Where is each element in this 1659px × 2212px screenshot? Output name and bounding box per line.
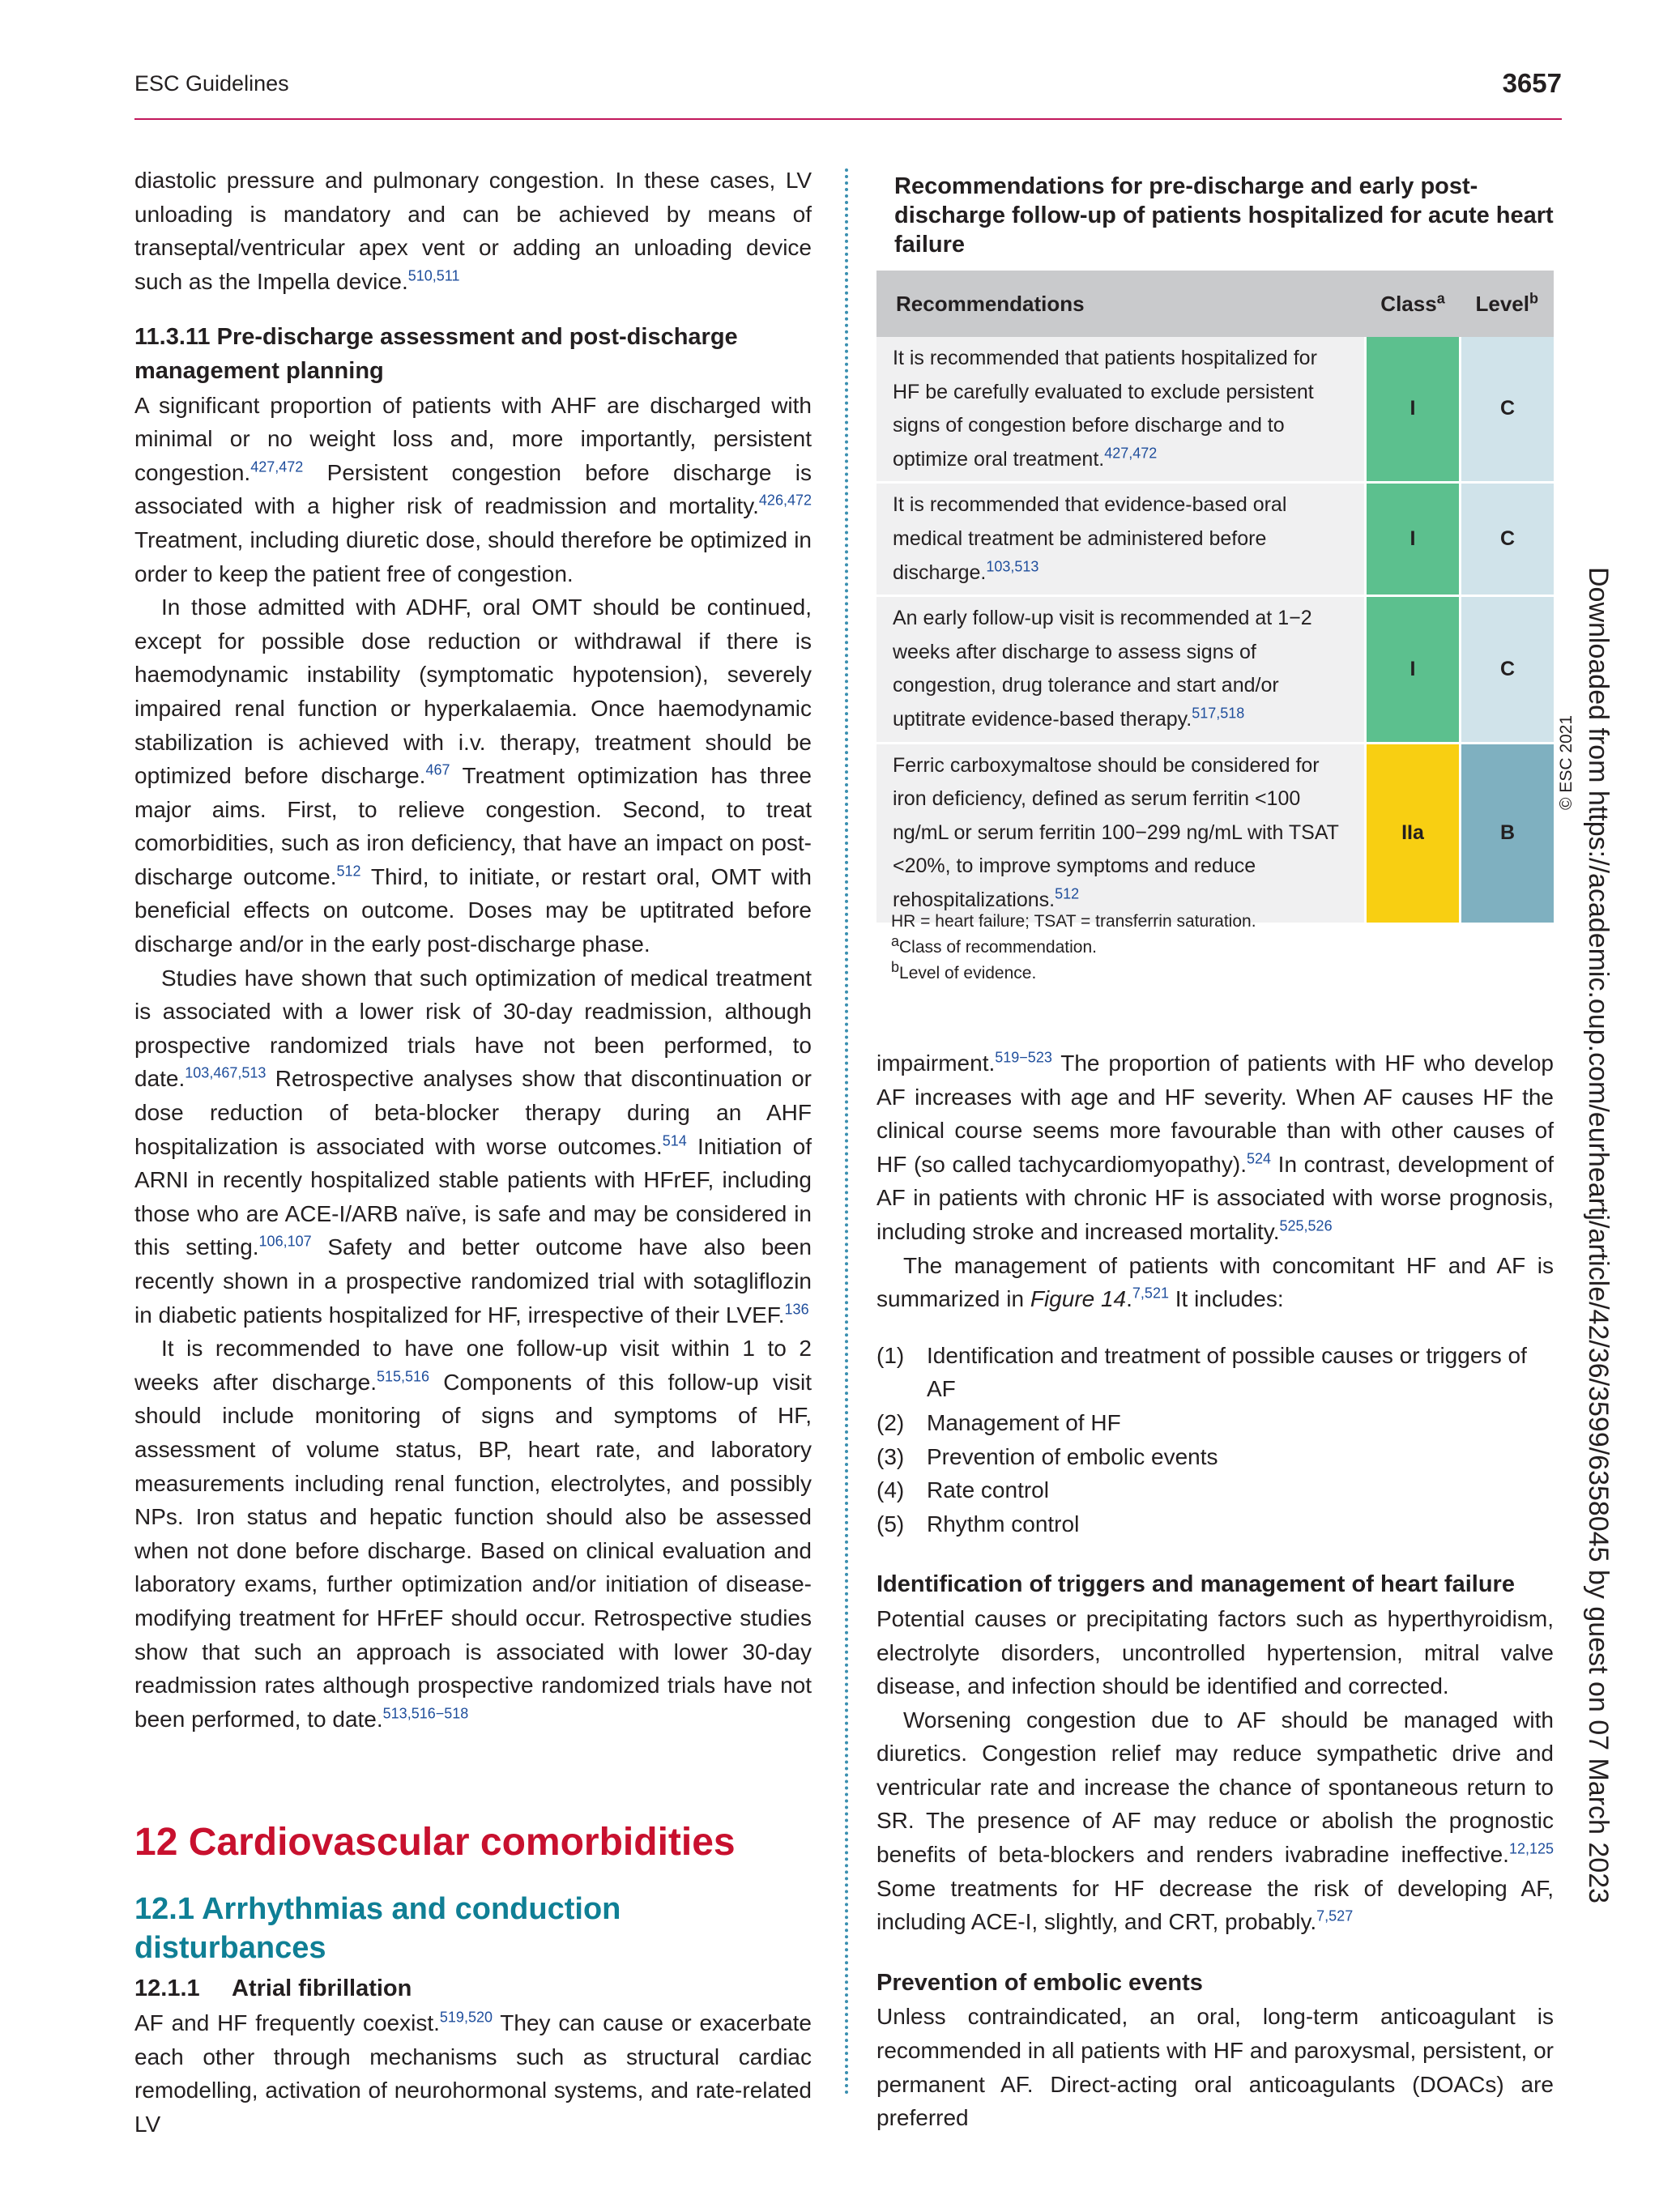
paragraph: In those admitted with ADHF, oral OMT should be continued, except for possible dose reduction or withdrawal if there is haemodynamic instability (symptomatic hypotension), severely impaired renal function or hyperkalaemia. Once haemodynamic stabilization is achieved with i.v. therapy, treatment should be optimized before discharge.$^{467}$ Treatment optimization has three major aims. First, to relieve congestion. Second, to treat comorbidities, such as iron deficiency, that have an impact on post-discharge outcome.$^{512}$ Third, to initiate, or restart oral, OMT with beneficial effects on outcome. Doses may be uptitrated before discharge and/or in the early post-discharge phase.	[134, 595, 812, 957]
heading-embolic: Prevention of embolic events	[876, 1969, 1203, 1996]
header-rule	[134, 118, 1562, 120]
paragraph: Studies have shown that such optimization of medical treatment is associated with a lower risk of 30-day readmission, although prospective randomized trials have not been performed, to date.$^{103,467,513}$ Retrospective analyses show that discontinuation or dose reduction of beta-blocker therapy during an AHF hospitalization is associated with worse outcomes.$^{514}$ Initiation of ARNI in recently hospitalized stable patients with HFrEF, including those who are ACE-I/ARB naïve, is safe and may be considered in this setting.$^{106,107}$ Safety and better outcome have also been recently shown in a prospective randomized trial with sotagliflozin in diabetic patients hospitalized for HF, irrespective of their LVEF.$^{136}$	[134, 965, 812, 1328]
citation[interactable]: 136	[784, 1301, 809, 1318]
class-cell: I	[1366, 483, 1461, 596]
footnote-abbreviations: HR = heart failure; TSAT = transferrin saturation.	[891, 912, 1256, 931]
page-number: 3657	[1502, 68, 1562, 98]
citation[interactable]: 517,518	[1192, 705, 1245, 722]
citation[interactable]: 514	[662, 1132, 687, 1149]
recommendation-text: It is recommended that evidence-based oral medical treatment be administered before discharge.$^{103,513}$	[876, 483, 1366, 596]
paragraph: diastolic pressure and pulmonary congestion. In these cases, LV unloading is mandatory and can be achieved by means of transeptal/ventricular apex vent or adding an unloading device such as the Impella device.$^{510,511}$	[134, 168, 812, 294]
citation[interactable]: 467	[425, 761, 450, 778]
list-item: (4) Rate control	[876, 1477, 1049, 1503]
citation[interactable]: 103,467,513	[185, 1065, 267, 1082]
citation[interactable]: 7,521	[1132, 1285, 1169, 1302]
section-heading-12-1-1: 12.1.1 Atrial fibrillation	[134, 1975, 412, 2002]
paragraph: impairment.$^{519-523}$ The proportion of patients with HF who develop AF increases with age and HF severity. When AF causes HF the clinical course seems more favourable than with other causes of HF (so called tachycardiomyopathy).$^{524}$ In contrast, development of AF in patients with chronic HF is associated with worse prognosis, including stroke and increased mortality.$^{525,526}$	[876, 1049, 1554, 1244]
citation[interactable]: 427,472	[250, 458, 304, 475]
heading-triggers: Identification of triggers and management of heart failure	[876, 1571, 1515, 1598]
level-cell: C	[1461, 337, 1555, 483]
paragraph: Potential causes or precipitating factors such as hyperthyroidism, electrolyte disorders, uncontrolled hypertension, mitral valve disease, and infection should be identified and corrected.	[876, 1605, 1554, 1699]
citation[interactable]: 512	[1055, 885, 1080, 902]
citation[interactable]: 427,472	[1104, 445, 1158, 462]
class-cell: I	[1366, 337, 1461, 483]
recommendation-text: An early follow-up visit is recommended at 1−2 weeks after discharge to assess signs of congestion, drug tolerance and start and/or uptitrate evidence-based therapy.$^{517,518}$	[876, 596, 1366, 743]
footnote-b: $^b$Level of evidence.	[891, 959, 1037, 982]
recommendation-text: It is recommended that patients hospitalized for HF be carefully evaluated to exclude persistent signs of congestion before discharge and to optimize oral treatment.$^{427,472}$	[876, 337, 1366, 483]
paragraph: It is recommended to have one follow-up visit within 1 to 2 weeks after discharge.$^{515,516}$ Components of this follow-up visit should include monitoring of signs and symptoms of HF, assessment of volume status, BP, heart rate, and laboratory measurements including renal function, electrolytes, and possibly NPs. Iron status and hepatic function should also be assessed when not done before discharge. Based on clinical evaluation and laboratory exams, further optimization and/or initiation of disease-modifying treatment for HFrEF should occur. Retrospective studies show that such an approach is associated with lower 30-day readmission rates although prospective randomized trials have not been performed, to date.$^{513,516-518}$	[134, 1336, 812, 1732]
col-header-level: Level$^b$	[1461, 271, 1555, 337]
citation[interactable]: 103,513	[986, 558, 1039, 575]
paragraph: AF and HF frequently coexist.$^{519,520}$ They can cause or exacerbate each other through mechanisms such as structural cardiac remodelling, activation of neurohormonal systems, and rate-related LV	[134, 2009, 812, 2137]
citation[interactable]: 426,472	[758, 492, 812, 509]
table-row	[876, 743, 1554, 923]
citation[interactable]: 524	[1246, 1150, 1272, 1167]
level-cell: C	[1461, 483, 1555, 596]
enumerated-list	[876, 1339, 1554, 1541]
table-header-row	[876, 271, 1554, 337]
table-row	[876, 596, 1554, 743]
class-cell: I	[1366, 596, 1461, 743]
level-cell: C	[1461, 596, 1555, 743]
citation[interactable]: 510,511	[407, 267, 460, 284]
citation[interactable]: 519−523	[995, 1049, 1052, 1066]
recommendations-table	[876, 271, 1554, 925]
col-header-class: Class$^a$	[1366, 271, 1461, 337]
class-cell: IIa	[1366, 743, 1461, 923]
right-column	[876, 1046, 1554, 2135]
table-row	[876, 483, 1554, 596]
level-cell: B	[1461, 743, 1555, 923]
citation[interactable]: 7,527	[1316, 1907, 1354, 1924]
paragraph: A significant proportion of patients with AHF are discharged with minimal or no weight loss and, more importantly, persistent congestion.$^{427,472}$ Persistent congestion before discharge is associated with a higher risk of readmission and mortality.$^{426,472}$ Treatment, including diuretic dose, should therefore be optimized in order to keep the patient free of congestion.	[134, 392, 812, 586]
download-watermark: Downloaded from https://academic.oup.com/eurheartj/article/42/36/3599/6358045 by guest on 07 March 2023	[1583, 567, 1614, 1904]
paragraph: Unless contraindicated, an oral, long-term anticoagulant is recommended in all patients with HF and paroxysmal, persistent, or permanent AF. Direct-acting oral anticoagulants (DOACs) are preferred	[876, 2004, 1554, 2131]
section-heading-12-1: 12.1 Arrhythmias and conduction disturbances	[134, 1892, 621, 1966]
list-item: (5) Rhythm control	[876, 1511, 1080, 1536]
section-heading-11-3-11: 11.3.11 Pre-discharge assessment and post-discharge management planning	[134, 324, 738, 384]
recommendations-box-title: Recommendations for pre-discharge and early post-discharge follow-up of patients hospitalized for acute heart failure	[894, 173, 1554, 258]
paragraph: Worsening congestion due to AF should be managed with diuretics. Congestion relief may reduce sympathetic drive and ventricular rate and increase the chance of spontaneous return to SR. The presence of AF may reduce or abolish the prognostic benefits of beta-blockers and renders ivabradine ineffective.$^{12,125}$ Some treatments for HF decrease the risk of developing AF, including ACE-I, slightly, and CRT, probably.$^{7,527}$	[876, 1707, 1554, 1935]
table-footnotes	[891, 909, 1256, 987]
left-column	[134, 164, 812, 2141]
recommendation-text: Ferric carboxymaltose should be considered for iron deficiency, defined as serum ferritin <100 ng/mL or serum ferritin 100−299 ng/mL with TSAT <20%, to improve symptoms and reduce rehospitalizations.$^{512}$	[876, 743, 1366, 923]
table-row	[876, 337, 1554, 483]
citation[interactable]: 525,526	[1279, 1217, 1333, 1234]
citation[interactable]: 512	[336, 863, 361, 880]
column-divider	[845, 168, 848, 2096]
figure-link[interactable]: Figure 14	[1030, 1286, 1127, 1312]
citation[interactable]: 519,520	[439, 2009, 493, 2026]
list-item: (3) Prevention of embolic events	[876, 1443, 1218, 1469]
list-item: (2) Management of HF	[876, 1409, 1121, 1435]
citation[interactable]: 513,516−518	[382, 1705, 469, 1722]
footnote-a: $^a$Class of recommendation.	[891, 933, 1097, 957]
citation[interactable]: 515,516	[376, 1368, 430, 1385]
citation[interactable]: 106,107	[258, 1234, 312, 1251]
citation[interactable]: 12,125	[1508, 1840, 1554, 1857]
list-item: (1) Identification and treatment of possible causes or triggers of AF	[876, 1342, 1527, 1402]
chapter-heading-12: 12 Cardiovascular comorbidities	[134, 1821, 736, 1865]
col-header-recommendations: Recommendations	[876, 271, 1366, 337]
running-header: ESC Guidelines	[134, 71, 289, 96]
copyright-mark: © ESC 2021	[1557, 714, 1576, 810]
paragraph: The management of patients with concomitant HF and AF is summarized in Figure 14.$^{7,521}$ It includes:	[876, 1252, 1554, 1312]
